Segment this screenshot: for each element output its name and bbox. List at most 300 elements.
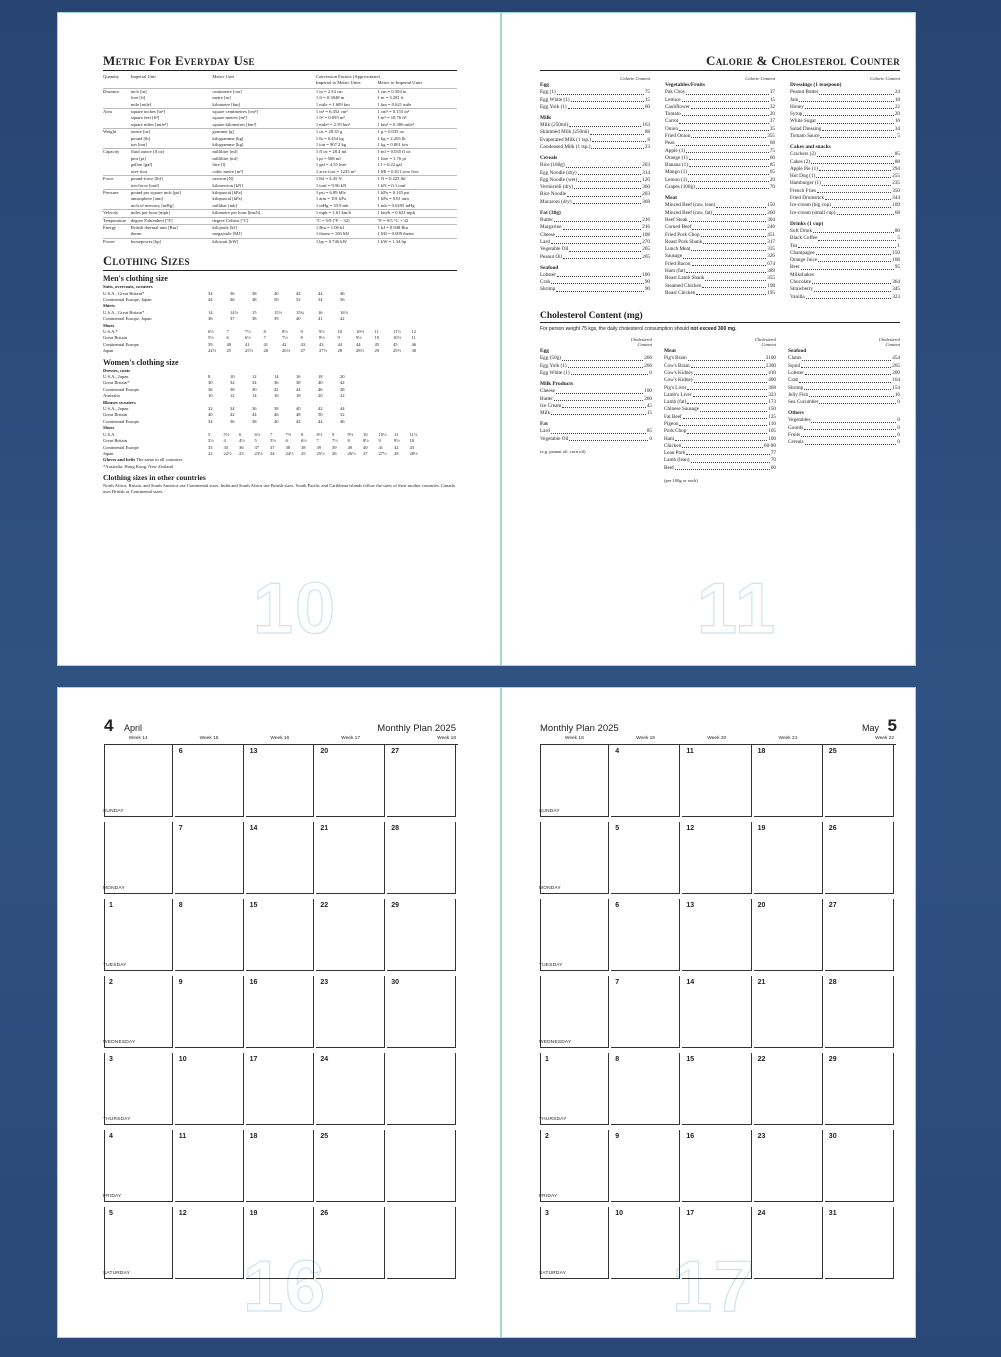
column-note: (per 100g or each): [664, 478, 698, 484]
dot-leader: [805, 439, 897, 444]
metric-cell: 1 kJ = 0.948 Btu: [377, 224, 409, 230]
day-cell[interactable]: [825, 1207, 894, 1279]
dot-leader: [801, 363, 891, 368]
day-cell[interactable]: [316, 822, 385, 894]
dot-leader: [825, 195, 891, 200]
food-name: Beef Steak: [665, 216, 688, 223]
day-cell[interactable]: [316, 745, 385, 817]
day-cell[interactable]: [175, 1207, 244, 1279]
weekday-label: TUESDAY: [103, 963, 127, 968]
food-name: Chicken: [664, 442, 682, 449]
day-cell[interactable]: [175, 822, 244, 894]
clothing-row-values: [208, 348, 430, 354]
dot-leader: [551, 428, 646, 433]
metric-cell: gramme [g]: [212, 129, 234, 135]
day-cell[interactable]: [682, 899, 751, 971]
column-header: Calorie Content: [870, 76, 900, 81]
food-name: Egg Noodle (wet): [540, 176, 578, 183]
day-cell[interactable]: [611, 822, 680, 894]
day-cell[interactable]: [387, 1207, 456, 1279]
food-name: Beer: [790, 264, 800, 271]
dot-leader: [818, 235, 896, 240]
clothing-size-value: 37: [270, 444, 275, 450]
dot-leader: [799, 97, 893, 102]
day-cell[interactable]: [246, 1053, 315, 1125]
food-value: 323: [892, 293, 900, 300]
day-cell[interactable]: [611, 899, 680, 971]
clothing-size-value: 15½: [274, 309, 283, 315]
dot-leader: [691, 457, 770, 462]
day-cell[interactable]: [104, 1207, 173, 1279]
clothing-size-value: 8: [301, 431, 304, 437]
clothing-size-value: 46: [230, 296, 235, 302]
dot-leader: [798, 243, 896, 248]
food-value: 216: [642, 224, 650, 231]
food-item: [790, 89, 900, 96]
day-cell[interactable]: [175, 745, 244, 817]
day-cell[interactable]: [540, 899, 609, 971]
clothing-size-value: 38: [296, 380, 301, 386]
day-cell[interactable]: [316, 976, 385, 1048]
day-cell[interactable]: [540, 822, 609, 894]
day-cell[interactable]: [825, 899, 894, 971]
gloves-text: The same in all countries: [135, 457, 183, 463]
calendar-row: [540, 822, 896, 899]
food-value: 173: [768, 399, 776, 406]
clothing-size-value: 45: [393, 341, 398, 347]
metric-cell: °C = 5/9 (°F − 32): [315, 217, 350, 223]
dot-leader: [578, 177, 641, 182]
dot-leader: [551, 239, 641, 244]
dot-leader: [801, 264, 894, 269]
day-cell[interactable]: [104, 976, 173, 1048]
food-group-title: Vegetables/Fruits: [665, 82, 705, 89]
food-name: Cow's Kidney: [664, 369, 694, 376]
column-header: Cholesterol Content: [878, 336, 900, 348]
clothing-size-value: 9: [378, 438, 381, 444]
food-name: Vegetable Oil: [540, 435, 569, 442]
food-name: Pig's Liver: [664, 384, 687, 391]
day-cell[interactable]: [175, 976, 244, 1048]
food-name: Skimmed Milk (250ml): [540, 129, 590, 136]
food-group-title: Egg: [540, 82, 549, 89]
day-cell[interactable]: [175, 1053, 244, 1125]
metric-cell: square kilometres [km²]: [212, 121, 257, 127]
day-cell[interactable]: [104, 899, 173, 971]
day-number: 22: [320, 902, 329, 909]
food-item: [665, 253, 775, 260]
food-item: [540, 137, 650, 144]
food-value: 674: [767, 260, 775, 267]
metric-cell: British thermal unit [Btu]: [130, 224, 178, 230]
calendar-grid: [103, 736, 458, 1305]
food-group-title: Meat: [665, 195, 677, 202]
week-label: Week 22: [875, 736, 894, 741]
clothing-size-value: 36: [208, 316, 213, 322]
food-value: 2300: [765, 362, 776, 369]
food-item: [790, 126, 900, 133]
food-group-title: Others: [788, 410, 804, 417]
day-cell[interactable]: [540, 1053, 609, 1125]
day-cell[interactable]: [316, 1207, 385, 1279]
food-value: 85: [769, 162, 775, 169]
day-cell[interactable]: [540, 976, 609, 1048]
dot-leader: [556, 232, 641, 237]
metric-cell: metre [m]: [212, 95, 231, 101]
food-name: Jelly Fish: [788, 391, 809, 398]
day-cell[interactable]: [175, 1130, 244, 1202]
day-cell[interactable]: [540, 1207, 609, 1279]
metric-row: [103, 128, 457, 135]
clothing-size-value: 8½: [316, 431, 323, 437]
metric-row: [103, 169, 457, 175]
dot-leader: [551, 410, 646, 415]
clothing-row-label: Continental Europe: [103, 341, 139, 347]
food-value: 198: [767, 282, 775, 289]
clothing-size-value: 41: [245, 341, 250, 347]
food-group-title: Fat: [540, 421, 548, 428]
clothing-size-value: 34: [208, 290, 213, 296]
day-cell[interactable]: [825, 1130, 894, 1202]
day-cell[interactable]: [611, 1130, 680, 1202]
metric-cell: square miles [mile²]: [130, 121, 168, 127]
food-name: Egg (1): [540, 89, 556, 96]
food-item: [665, 290, 775, 297]
clothing-size-value: 25: [226, 348, 232, 354]
food-item: [540, 279, 650, 286]
food-name: Jam: [790, 96, 799, 103]
food-value: 100: [644, 388, 652, 395]
food-item: [790, 97, 900, 104]
month-name: April: [124, 723, 143, 733]
food-name: Rice Noodle: [540, 191, 567, 198]
day-cell[interactable]: [825, 976, 894, 1048]
clothing-size-value: 24½: [208, 348, 217, 354]
dot-leader: [682, 443, 763, 448]
metric-cell: ounce [oz]: [130, 129, 151, 135]
day-number: 30: [391, 979, 399, 986]
calendar-grid: [539, 736, 896, 1305]
day-cell[interactable]: [104, 1053, 173, 1125]
day-cell[interactable]: [246, 899, 315, 971]
food-name: Fried Onion: [665, 132, 691, 139]
day-cell[interactable]: [246, 745, 315, 817]
calorie-column: [540, 76, 650, 301]
day-number: 10: [615, 1210, 623, 1217]
month-number: 4: [104, 716, 114, 735]
dot-leader: [691, 246, 766, 251]
clothing-subheading: Suits, overcoats, sweaters: [103, 284, 153, 290]
dot-leader: [806, 294, 892, 299]
food-item: [665, 246, 775, 253]
dot-leader: [592, 137, 646, 142]
metric-cell: therm: [130, 231, 142, 237]
clothing-size-value: 12: [252, 374, 257, 380]
food-group-title: Cereals: [540, 155, 558, 162]
day-cell[interactable]: [246, 822, 315, 894]
dot-leader: [551, 279, 644, 284]
food-name: Margarine: [540, 224, 562, 231]
dot-leader: [679, 421, 767, 426]
food-value: 20: [894, 111, 900, 118]
clothing-size-value: 4½: [239, 438, 245, 444]
day-cell[interactable]: [825, 745, 894, 817]
day-number: 7: [178, 825, 183, 832]
dot-leader: [816, 173, 891, 178]
metric-cell: square metres [m²]: [212, 115, 247, 121]
clothing-size-value: 22½: [223, 450, 232, 456]
day-cell[interactable]: [682, 745, 751, 817]
metric-cell: centimetre [cm]: [212, 88, 242, 94]
food-value: 70: [769, 184, 775, 191]
day-cell[interactable]: [316, 899, 385, 971]
day-cell[interactable]: [316, 1053, 385, 1125]
clothing-size-value: 38: [230, 386, 235, 392]
food-value: 108: [642, 231, 650, 238]
day-cell[interactable]: [387, 899, 456, 971]
clothing-size-value: 11: [411, 335, 416, 341]
food-item: [540, 129, 650, 136]
day-cell[interactable]: [682, 1207, 751, 1279]
day-cell[interactable]: [104, 1130, 173, 1202]
food-value: 100: [768, 435, 776, 442]
dot-leader: [688, 355, 765, 360]
day-cell[interactable]: [540, 1130, 609, 1202]
clothing-row-label: Continental Europe: [103, 444, 139, 450]
food-name: Apple Pie (1): [790, 165, 818, 172]
clothing-size-value: 11½: [409, 431, 418, 437]
week-label: Week 19: [636, 736, 655, 741]
day-cell[interactable]: [246, 1207, 315, 1279]
clothing-size-value: 10: [409, 438, 415, 444]
food-item: [790, 257, 900, 264]
clothing-size-value: 36: [239, 444, 244, 450]
food-name: Grapes (100g): [665, 184, 695, 191]
day-cell[interactable]: [754, 822, 823, 894]
clothing-size-value: 36: [230, 290, 235, 296]
day-cell[interactable]: [682, 1053, 751, 1125]
day-cell[interactable]: [387, 1053, 456, 1125]
clothing-subheading: Shoes: [103, 425, 115, 431]
food-item: [664, 436, 776, 443]
day-cell[interactable]: [611, 976, 680, 1048]
clothing-size-value: 34: [252, 380, 257, 386]
dot-leader: [569, 246, 641, 251]
food-value: 120: [642, 176, 650, 183]
dot-leader: [562, 355, 643, 360]
food-name: Lamb (lean): [664, 457, 690, 464]
food-value: 203: [642, 191, 650, 198]
clothing-size-value: 44: [208, 296, 213, 302]
clothing-size-value: 42: [274, 386, 279, 392]
day-cell[interactable]: [825, 822, 894, 894]
metric-row: [103, 238, 457, 245]
day-cell[interactable]: [682, 1130, 751, 1202]
day-cell[interactable]: [246, 1130, 315, 1202]
dot-leader: [701, 232, 767, 237]
clothing-size-value: 44: [318, 290, 323, 296]
food-name: Roast Lamb Shank: [665, 275, 705, 282]
weekday-label: THURSDAY: [539, 1117, 567, 1122]
food-item: [540, 355, 652, 362]
metric-cell: 1 kN = 0.1 tonf: [377, 182, 406, 188]
food-name: Corned Beef: [665, 224, 692, 231]
food-value: 88: [644, 129, 650, 136]
metric-table: [103, 73, 457, 245]
metric-cell: 1 mb = 0.0295 inHg: [377, 202, 415, 208]
food-name: Lunch Meat: [665, 246, 691, 253]
food-value: 68: [894, 209, 900, 216]
dot-leader: [805, 370, 891, 375]
calendar-row: [540, 1053, 896, 1130]
day-number: 29: [828, 1056, 837, 1063]
food-value: 344: [892, 195, 900, 202]
food-item: [790, 286, 900, 293]
food-name: Ice-cream (big cup): [790, 202, 831, 209]
food-value: 150: [892, 249, 900, 256]
day-number: 1: [545, 1056, 549, 1063]
day-cell[interactable]: [387, 976, 456, 1048]
day-cell[interactable]: [825, 1053, 894, 1125]
calendar-row: [540, 1130, 896, 1207]
dot-leader: [688, 177, 769, 182]
day-number: 4: [109, 1133, 113, 1140]
food-item: [540, 162, 650, 169]
food-item: [540, 232, 650, 239]
clothing-size-value: 16: [296, 374, 301, 380]
food-name: Cow's Brain: [664, 362, 690, 369]
metric-cell: Velocity: [103, 210, 119, 216]
day-cell[interactable]: [387, 822, 456, 894]
metric-cell: 1 kg = 2.205 lb: [377, 135, 406, 141]
day-cell[interactable]: [611, 1207, 680, 1279]
metric-cell: kilopascal [kPa]: [212, 196, 243, 202]
day-cell[interactable]: [387, 745, 456, 817]
food-item: [540, 403, 652, 410]
clothing-row-label: Continental Europe: [103, 418, 139, 424]
clothing-size-value: 9½: [319, 329, 325, 334]
food-item: [665, 111, 775, 118]
day-cell[interactable]: [611, 745, 680, 817]
day-cell[interactable]: [754, 745, 823, 817]
calendar-row: [104, 1130, 458, 1207]
day-cell[interactable]: [611, 1053, 680, 1125]
weekday-label: WEDNESDAY: [539, 1040, 572, 1045]
dot-leader: [692, 261, 767, 266]
day-cell[interactable]: [682, 822, 751, 894]
dot-leader: [804, 425, 896, 430]
dot-leader: [688, 169, 769, 174]
clothing-size-value: 8: [263, 329, 266, 334]
day-number: 12: [686, 825, 695, 832]
day-cell[interactable]: [104, 745, 173, 817]
food-item: [790, 279, 900, 286]
week-label: Week 18: [437, 736, 456, 741]
food-name: Crab: [540, 279, 551, 286]
gloves-note: *Australia, Hong Kong, New Zealand: [103, 463, 173, 469]
metric-cell: °F = 9/5 °C + 32: [377, 217, 409, 223]
calendar-row: [540, 976, 896, 1053]
calorie-column: [665, 76, 775, 301]
day-number: 5: [615, 825, 620, 832]
clothing-size-value: 10½: [356, 329, 365, 334]
clothing-size-value: 28½: [356, 348, 365, 354]
clothing-row-label: U.S.A., Great Britain*: [103, 290, 145, 296]
clothing-size-value: 40: [347, 444, 353, 450]
food-item: [665, 133, 775, 140]
food-item: [790, 118, 900, 125]
column-header: Calorie Content: [620, 76, 650, 81]
food-item: [665, 104, 775, 111]
food-item: [540, 286, 650, 293]
day-number: 13: [686, 902, 695, 909]
clothing-size-value: 9: [332, 431, 335, 437]
day-number: 21: [757, 979, 766, 986]
food-item: [665, 232, 775, 239]
metric-cell: 1 kW = 1.34 hp: [377, 238, 407, 244]
week-label: Week 15: [199, 736, 219, 741]
day-number: 17: [249, 1056, 258, 1063]
page-number-watermark: 17: [672, 1247, 757, 1327]
page-calorie-counter: [501, 12, 916, 666]
clothing-size-value: 20: [340, 374, 345, 380]
day-cell[interactable]: [316, 1130, 385, 1202]
food-value: 350: [892, 187, 900, 194]
clothing-size-value: 6: [239, 431, 242, 437]
food-group-title: Seafood: [788, 348, 807, 355]
clothing-size-value: 8½: [282, 329, 288, 334]
day-cell[interactable]: [754, 1207, 823, 1279]
food-name: Condensed Milk (1 tsp.): [540, 143, 591, 150]
clothing-heading: Men's clothing size: [103, 274, 168, 284]
day-cell[interactable]: [387, 1130, 456, 1202]
food-item: [665, 202, 775, 209]
dot-leader: [817, 188, 891, 193]
day-cell[interactable]: [754, 899, 823, 971]
metric-cell: [103, 142, 131, 148]
food-name: Pork Chop: [664, 428, 687, 435]
metric-cell: 1 l = 0.22 gal: [377, 162, 402, 168]
food-name: Champagne: [790, 249, 815, 256]
day-cell[interactable]: [754, 1053, 823, 1125]
clothing-size-value: 10½: [393, 335, 402, 341]
day-cell[interactable]: [246, 976, 315, 1048]
day-number: 27: [391, 748, 399, 755]
food-value: 68: [769, 140, 775, 147]
day-cell[interactable]: [754, 976, 823, 1048]
food-item: [664, 377, 776, 384]
day-cell[interactable]: [682, 976, 751, 1048]
food-name: Steamed Chicken: [665, 282, 702, 289]
week-label: Week 21: [778, 736, 798, 741]
food-item: [540, 246, 650, 253]
day-cell[interactable]: [175, 899, 244, 971]
clothing-size-value: 42: [230, 412, 235, 418]
dot-leader: [687, 399, 767, 404]
food-value: 24: [894, 89, 900, 96]
day-number: 29: [391, 902, 399, 909]
food-item: [665, 239, 775, 246]
clothing-size-value: 42: [340, 316, 345, 322]
day-number: 9: [178, 979, 183, 986]
clothing-size-value: 18: [318, 374, 323, 380]
day-cell[interactable]: [754, 1130, 823, 1202]
food-name: Vegetable Oil: [540, 246, 569, 253]
food-name: Lobster: [540, 271, 556, 278]
day-cell[interactable]: [540, 745, 609, 817]
food-item: [665, 210, 775, 217]
day-cell[interactable]: [104, 822, 173, 894]
